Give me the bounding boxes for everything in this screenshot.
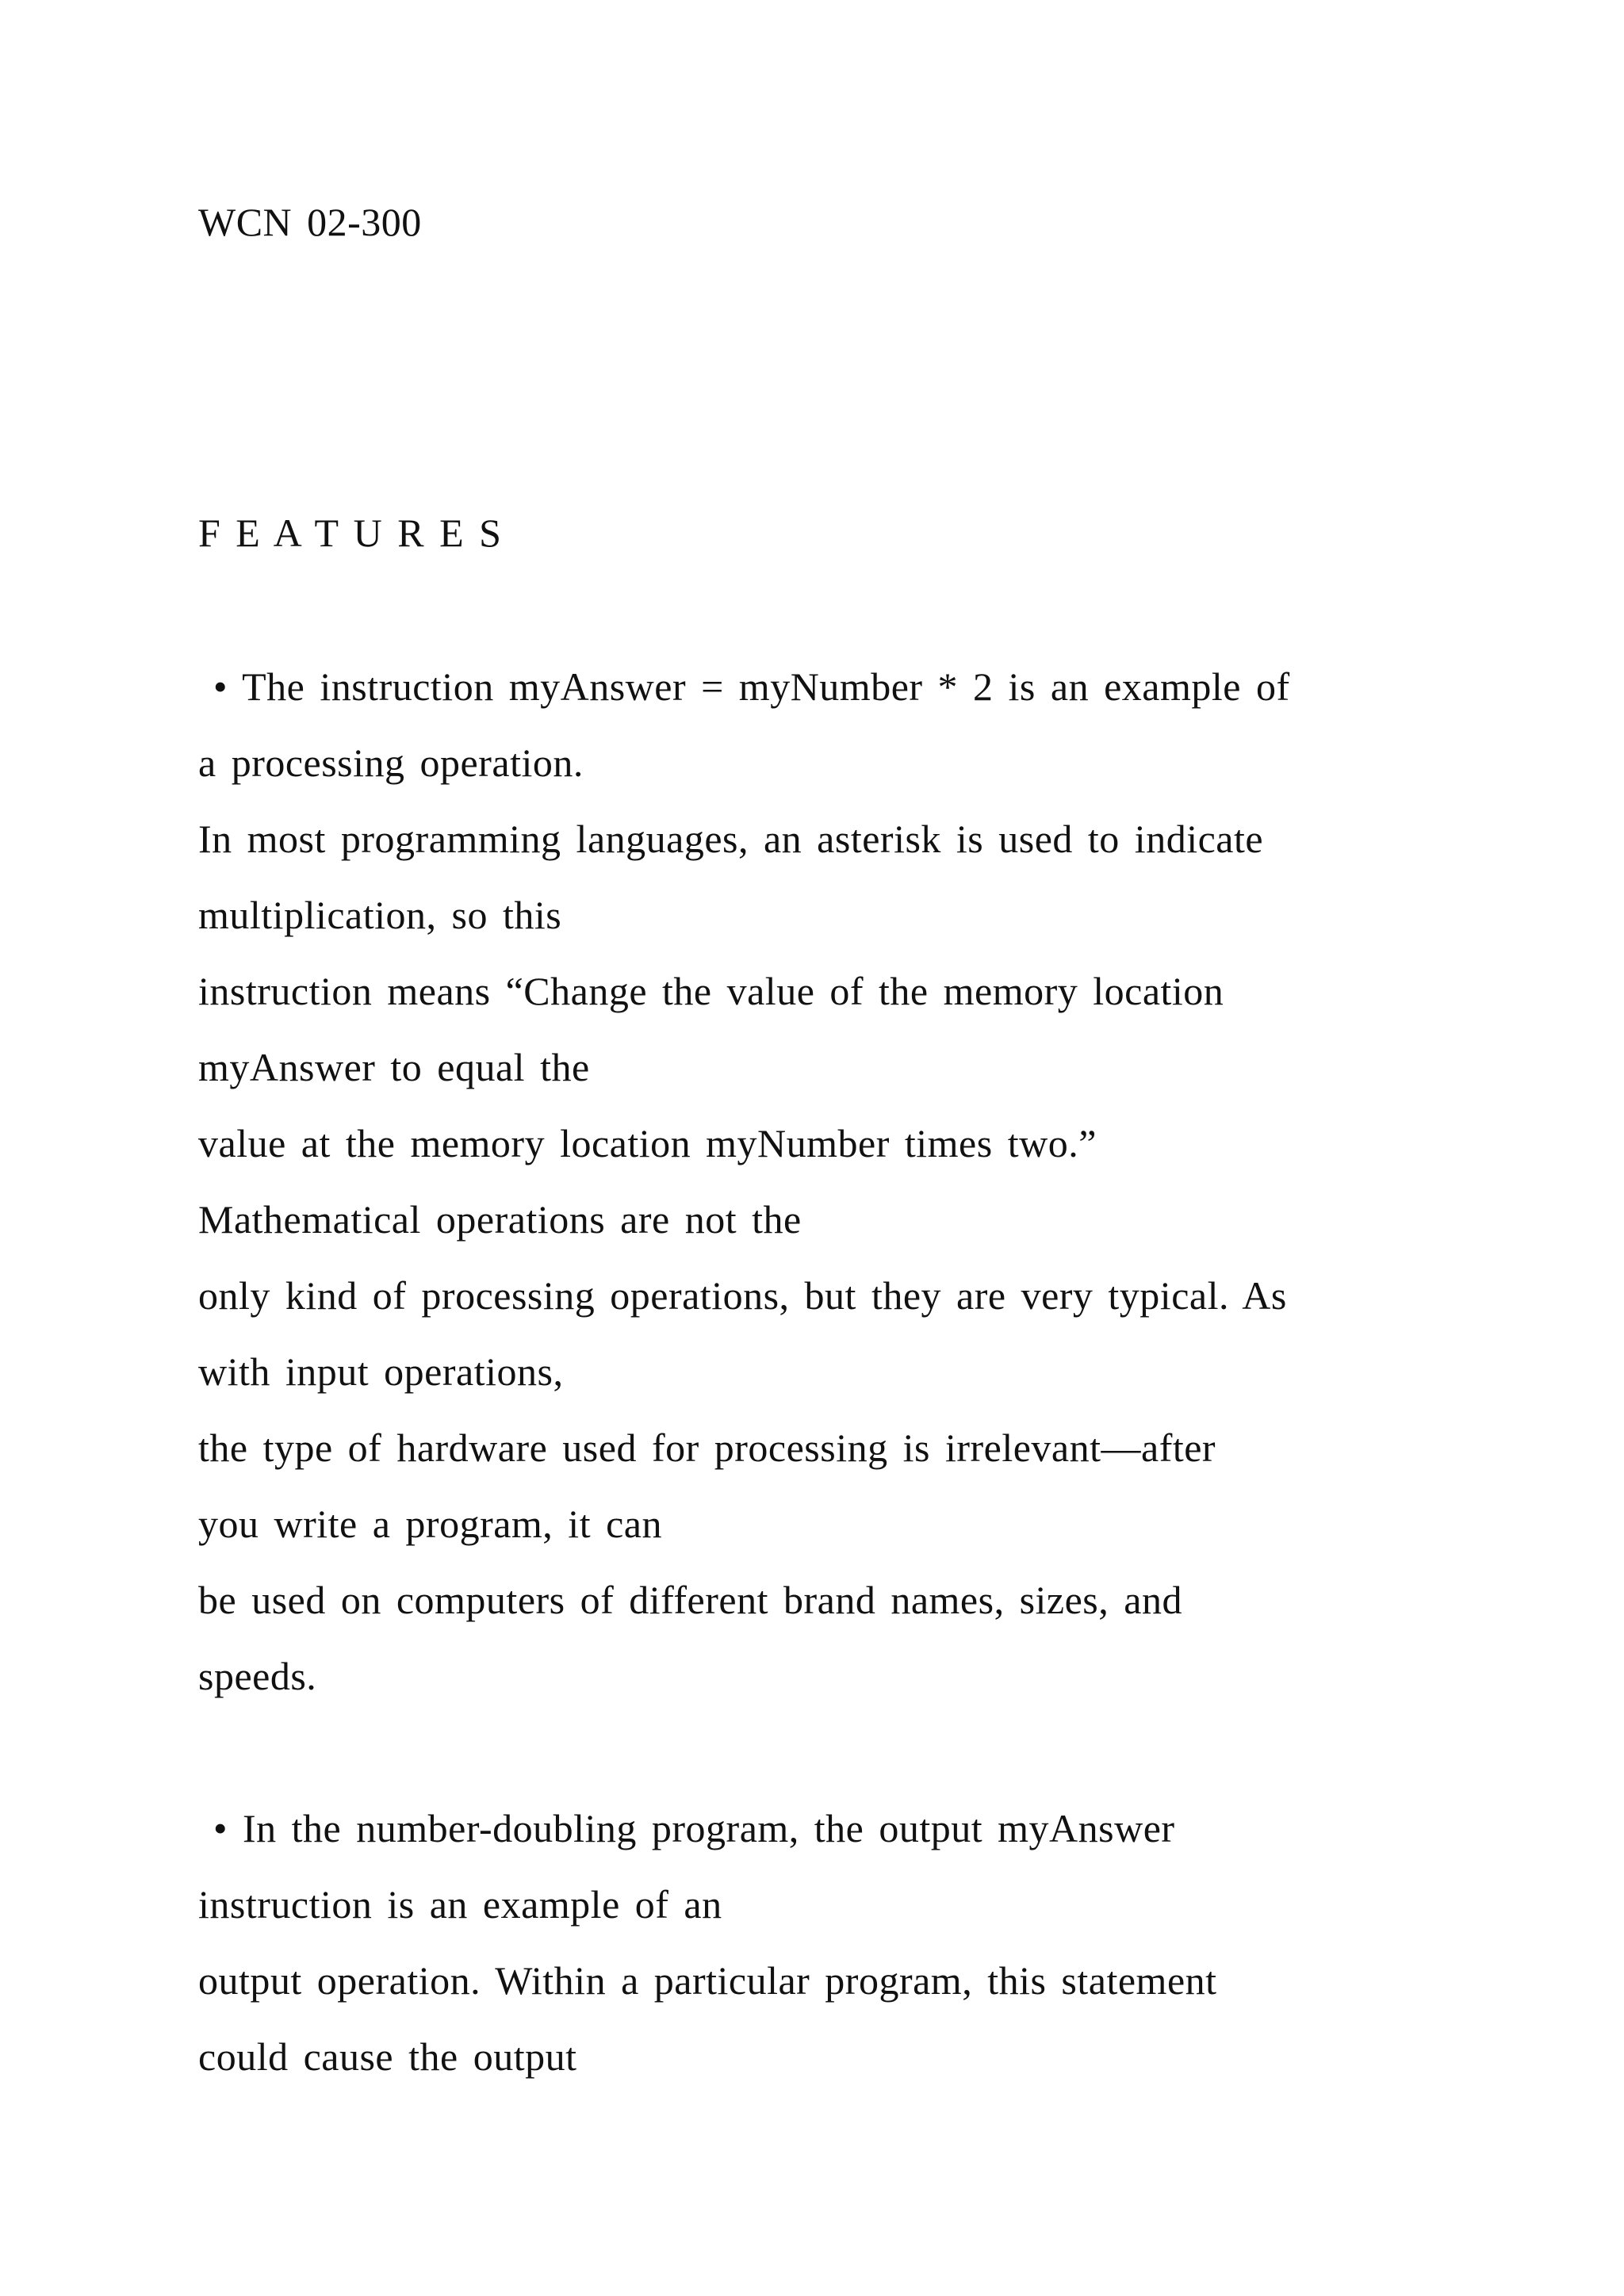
paragraph-1-line-12: you write a program, it can [198, 1502, 662, 1546]
paragraph-1-line-10: with input operations, [198, 1349, 564, 1394]
paragraph-1-line-9: only kind of processing operations, but they are very typical. As [198, 1273, 1287, 1318]
paragraph-1-line-3: In most programming languages, an asterisk is used to indicate [198, 817, 1264, 861]
paragraph-1-line-2: a processing operation. [198, 740, 584, 785]
paragraph-1-line-13: be used on computers of different brand names, sizes, and [198, 1578, 1182, 1622]
paragraph-2-line-3: output operation. Within a particular program, this statement [198, 1958, 1217, 2003]
section-title: F E A T U R E S [198, 511, 502, 555]
paragraph-2-line-1: • In the number-doubling program, the output myAnswer [198, 1806, 1175, 1850]
paragraph-1-line-5: instruction means “Change the value of the memory location [198, 969, 1224, 1013]
paragraph-1-line-1: • The instruction myAnswer = myNumber * 2 is an example of [198, 664, 1290, 709]
paragraph-2-line-2: instruction is an example of an [198, 1882, 722, 1927]
paragraph-1-line-4: multiplication, so this [198, 893, 562, 937]
paragraph-2-line-4: could cause the output [198, 2034, 577, 2079]
paragraph-1-line-11: the type of hardware used for processing is irrelevant—after [198, 1425, 1216, 1470]
paragraph-1-line-14: speeds. [198, 1654, 317, 1698]
paragraph-1-line-6: myAnswer to equal the [198, 1045, 590, 1089]
document-code: WCN 02-300 [198, 200, 422, 244]
paragraph-1-line-8: Mathematical operations are not the [198, 1197, 802, 1242]
paragraph-1-line-7: value at the memory location myNumber times two.” [198, 1121, 1097, 1165]
